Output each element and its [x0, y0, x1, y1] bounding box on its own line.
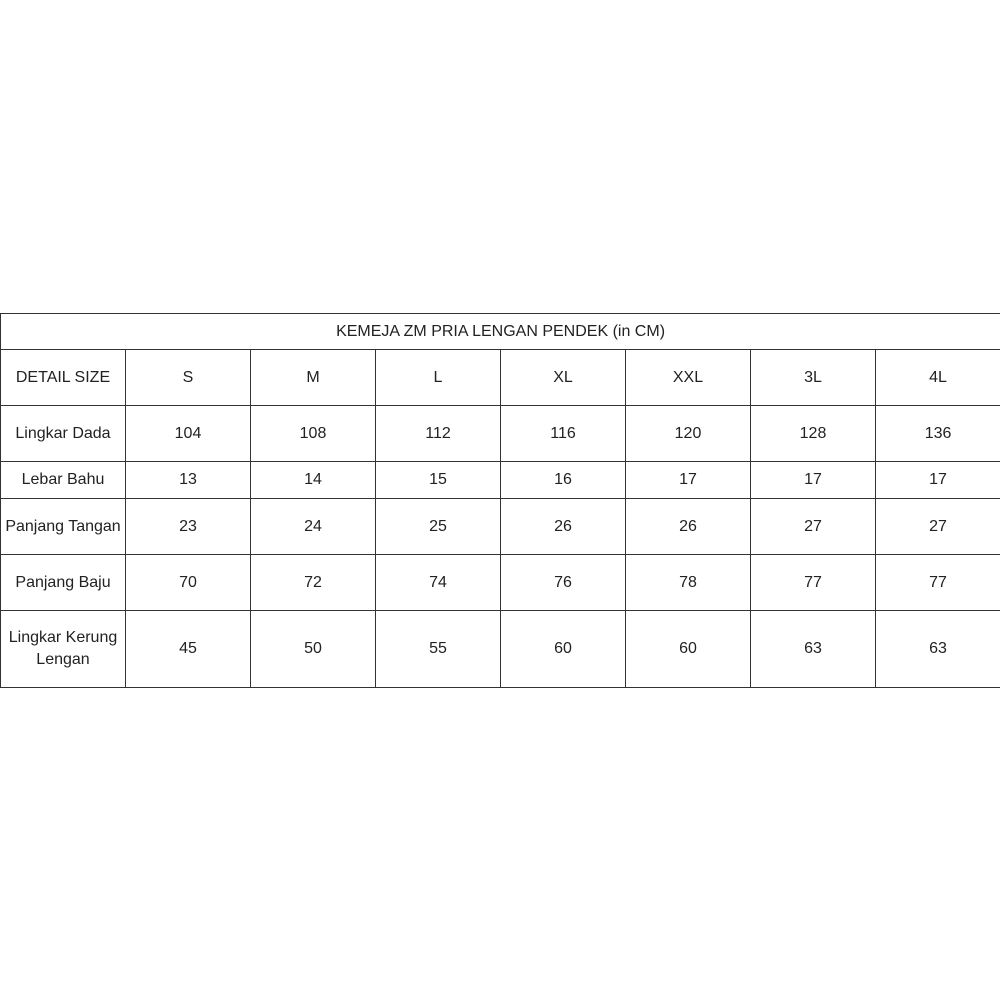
- size-header: XXL: [626, 350, 751, 406]
- size-header: L: [376, 350, 501, 406]
- table-cell: 136: [876, 406, 1000, 462]
- table-cell: 63: [876, 611, 1000, 688]
- table-row: [1, 462, 1000, 499]
- table-cell: 45: [126, 611, 251, 688]
- table-cell: 77: [751, 555, 876, 611]
- table-cell: 60: [501, 611, 626, 688]
- row-label: Lingkar Dada: [1, 406, 126, 462]
- table-cell: 104: [126, 406, 251, 462]
- size-header: 3L: [751, 350, 876, 406]
- table-cell: 14: [251, 462, 376, 499]
- size-header: S: [126, 350, 251, 406]
- table-cell: 78: [626, 555, 751, 611]
- table-cell: 55: [376, 611, 501, 688]
- table-cell: 13: [126, 462, 251, 499]
- table-cell: 77: [876, 555, 1000, 611]
- header-label: DETAIL SIZE: [1, 350, 126, 406]
- table-row: [1, 499, 1000, 555]
- size-header: M: [251, 350, 376, 406]
- table-cell: 63: [751, 611, 876, 688]
- table-cell: 108: [251, 406, 376, 462]
- table-cell: 26: [501, 499, 626, 555]
- table-cell: 26: [626, 499, 751, 555]
- table-row: [1, 406, 1000, 462]
- table-cell: 70: [126, 555, 251, 611]
- table-cell: 27: [751, 499, 876, 555]
- size-header: 4L: [876, 350, 1000, 406]
- table-cell: 23: [126, 499, 251, 555]
- table-cell: 17: [876, 462, 1000, 499]
- table-cell: 24: [251, 499, 376, 555]
- table-cell: 27: [876, 499, 1000, 555]
- table-cell: 17: [751, 462, 876, 499]
- table-cell: 72: [251, 555, 376, 611]
- table-row: [1, 555, 1000, 611]
- table-cell: 60: [626, 611, 751, 688]
- table-cell: 76: [501, 555, 626, 611]
- table-cell: 16: [501, 462, 626, 499]
- table-cell: 120: [626, 406, 751, 462]
- row-label: Panjang Baju: [1, 555, 126, 611]
- table-cell: 74: [376, 555, 501, 611]
- header-row: [1, 350, 1000, 406]
- table-row: [1, 611, 1000, 688]
- table-cell: 25: [376, 499, 501, 555]
- table-title: KEMEJA ZM PRIA LENGAN PENDEK (in CM): [1, 314, 1000, 350]
- title-row: [1, 314, 1000, 350]
- size-chart-table: [0, 313, 1000, 688]
- table-cell: 15: [376, 462, 501, 499]
- table-cell: 128: [751, 406, 876, 462]
- row-label: Lingkar Kerung Lengan: [1, 611, 126, 688]
- row-label: Panjang Tangan: [1, 499, 126, 555]
- size-header: XL: [501, 350, 626, 406]
- table-cell: 17: [626, 462, 751, 499]
- table-cell: 112: [376, 406, 501, 462]
- table-cell: 116: [501, 406, 626, 462]
- row-label: Lebar Bahu: [1, 462, 126, 499]
- table-cell: 50: [251, 611, 376, 688]
